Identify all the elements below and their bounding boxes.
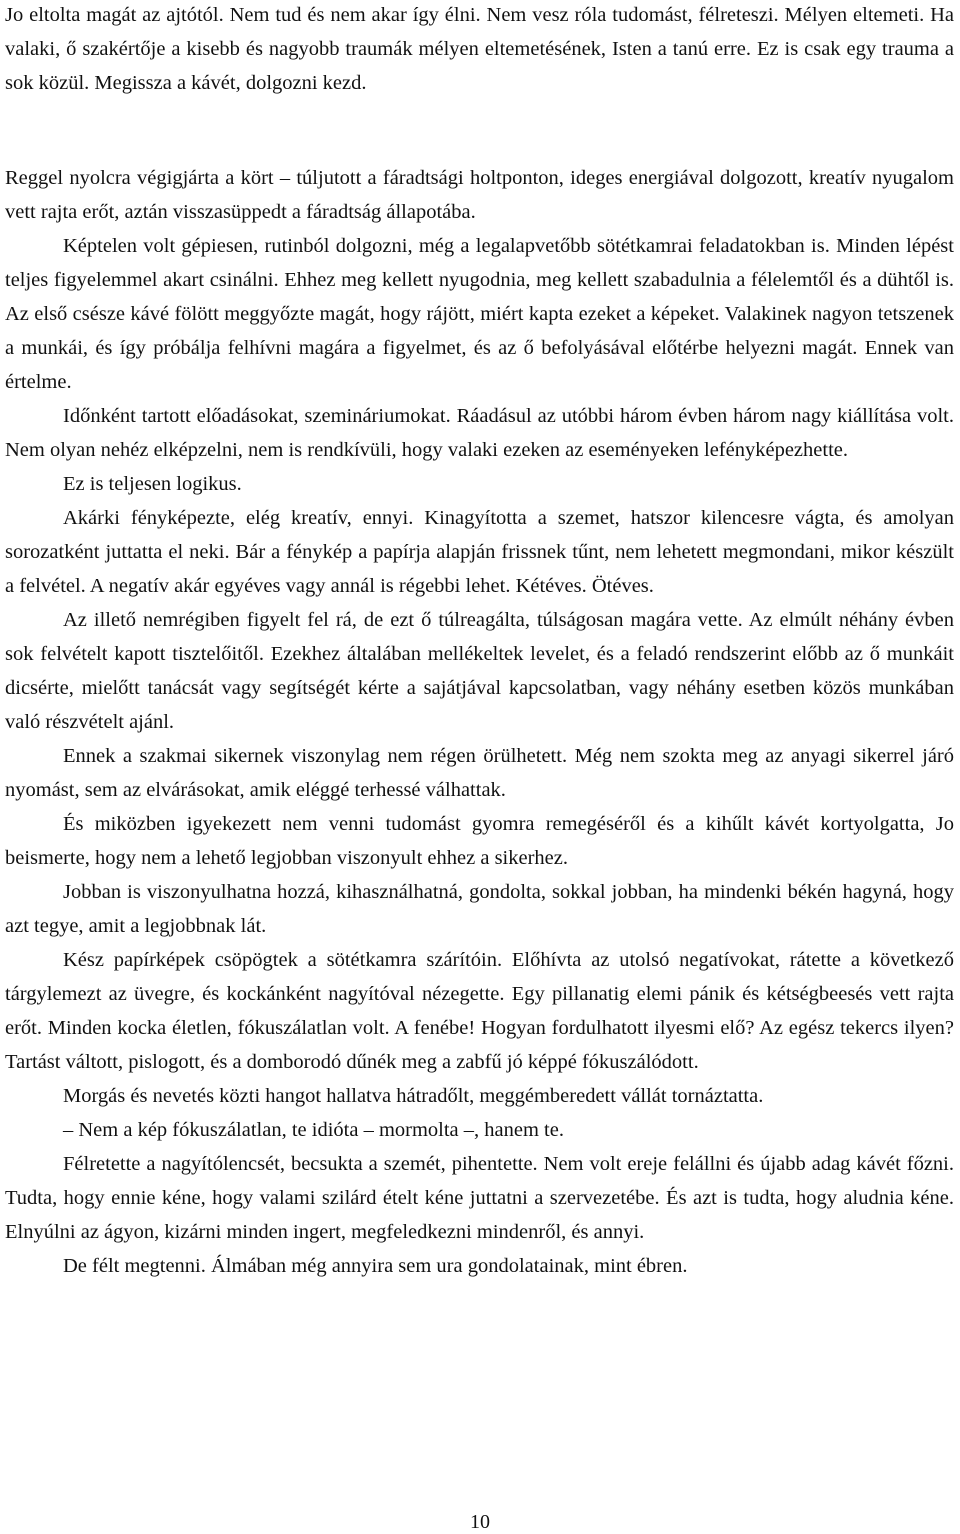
page-number: 10 <box>470 1511 490 1533</box>
paragraph: Az illető nemrégiben figyelt fel rá, de ezt ő túlreagálta, túlságosan magára vette. Az elmúlt néhány évben sok felvételt kapott tisztelőitől. Ezekhez általában mellékeltek levelet, és a feladó rendszerint előbb az ő munkáit dicsérte, mielőtt tanácsát vagy segítségét kérte a sajátjával kapcsolatban, vagy néhány esetben közös munkában való részvételt ajánl. <box>5 609 954 733</box>
paragraph: És miközben igyekezett nem venni tudomást gyomra remegéséről és a kihűlt kávét kortyolgatta, Jo beismerte, hogy nem a lehető legjobban viszonyult ehhez a sikerhez. <box>5 813 954 869</box>
paragraph: Félretette a nagyítólencsét, becsukta a szemét, pihentette. Nem volt ereje felállni és újabb adag kávét főzni. Tudta, hogy ennie kéne, hogy valami szilárd ételt kéne juttatni a szervezetébe. És azt is tudta, hogy aludnia kéne. Elnyúlni az ágyon, kizárni minden ingert, megfeledkezni mindenről, és annyi. <box>5 1153 954 1243</box>
paragraph: Kész papírképek csöpögtek a sötétkamra szárítóin. Előhívta az utolsó negatívokat, rátette a következő tárgylemezt az üvegre, és kockánként nagyítóval nézegette. Egy pillanatig elemi pánik és kétségbeesés vett rajta erőt. Minden kocka életlen, fókuszálatlan volt. A fenébe! Hogyan fordulhatott ilyesmi elő? Az egész tekercs ilyen? Tartást váltott, pislogott, és a domborodó dűnék meg a zabfű jó képpé fókuszálódott. <box>5 949 954 1073</box>
opening-text-block <box>5 0 954 100</box>
paragraph: Reggel nyolcra végigjárta a kört – túljutott a fáradtsági holtponton, ideges energiával dolgozott, kreatív nyugalom vett rajta erőt, aztán visszasüppedt a fáradtság állapotába. <box>5 167 954 223</box>
paragraph: Jobban is viszonyulhatna hozzá, kihasználhatná, gondolta, sokkal jobban, ha mindenki békén hagyná, hogy azt tegye, amit a legjobbnak lát. <box>5 881 954 937</box>
paragraph: Képtelen volt gépiesen, rutinból dolgozni, még a legalapvetőbb sötétkamrai feladatokban is. Minden lépést teljes figyelemmel akart csinálni. Ehhez meg kellett nyugodnia, meg kellett szabadulnia a félelemtől és a dühtől is. Az első csésze kávé fölött meggyőzte magát, hogy rájött, miért kapta ezeket a képeket. Valakinek nagyon tetszenek a munkái, és így próbálja felhívni magára a figyelmet, és az ő befolyásával előtérbe helyezni magát. Ennek van értelme. <box>5 235 954 393</box>
paragraph: Jo eltolta magát az ajtótól. Nem tud és nem akar így élni. Nem vesz róla tudomást, félreteszi. Mélyen eltemeti. Ha valaki, ő szakértője a kisebb és nagyobb traumák mélyen eltemetésének, Isten a tanú erre. Ez is csak egy trauma a sok közül. Megissza a kávét, dolgozni kezd. <box>5 4 954 94</box>
paragraph: Akárki fényképezte, elég kreatív, ennyi. Kinagyította a szemet, hatszor kilencesre vágta, és amolyan sorozatként juttatta el neki. Bár a fénykép a papírja alapján frissnek tűnt, nem lehetett megmondani, mikor készült a felvétel. A negatív akár egyéves vagy annál is régebbi lehet. Kétéves. Ötéves. <box>5 507 954 597</box>
paragraph: Ez is teljesen logikus. <box>63 473 242 495</box>
dialogue-paragraph: – Nem a kép fókuszálatlan, te idióta – mormolta –, hanem te. <box>63 1119 564 1141</box>
paragraph: Morgás és nevetés közti hangot hallatva hátradőlt, meggémberedett vállát tornáztatta. <box>63 1085 764 1107</box>
paragraph: Ennek a szakmai sikernek viszonylag nem régen örülhetett. Még nem szokta meg az anyagi sikerrel járó nyomást, sem az elvárásokat, amik eléggé terhessé válhattak. <box>5 745 954 801</box>
paragraph: Időnként tartott előadásokat, szemináriumokat. Ráadásul az utóbbi három évben három nagy kiállítása volt. Nem olyan nehéz elképzelni, nem is rendkívüli, hogy valaki ezeken az eseményeken lefényképezhette. <box>5 405 954 461</box>
paragraph: De félt megtenni. Álmában még annyira sem ura gondolatainak, mint ébren. <box>63 1255 688 1277</box>
main-text-block <box>5 161 954 1283</box>
